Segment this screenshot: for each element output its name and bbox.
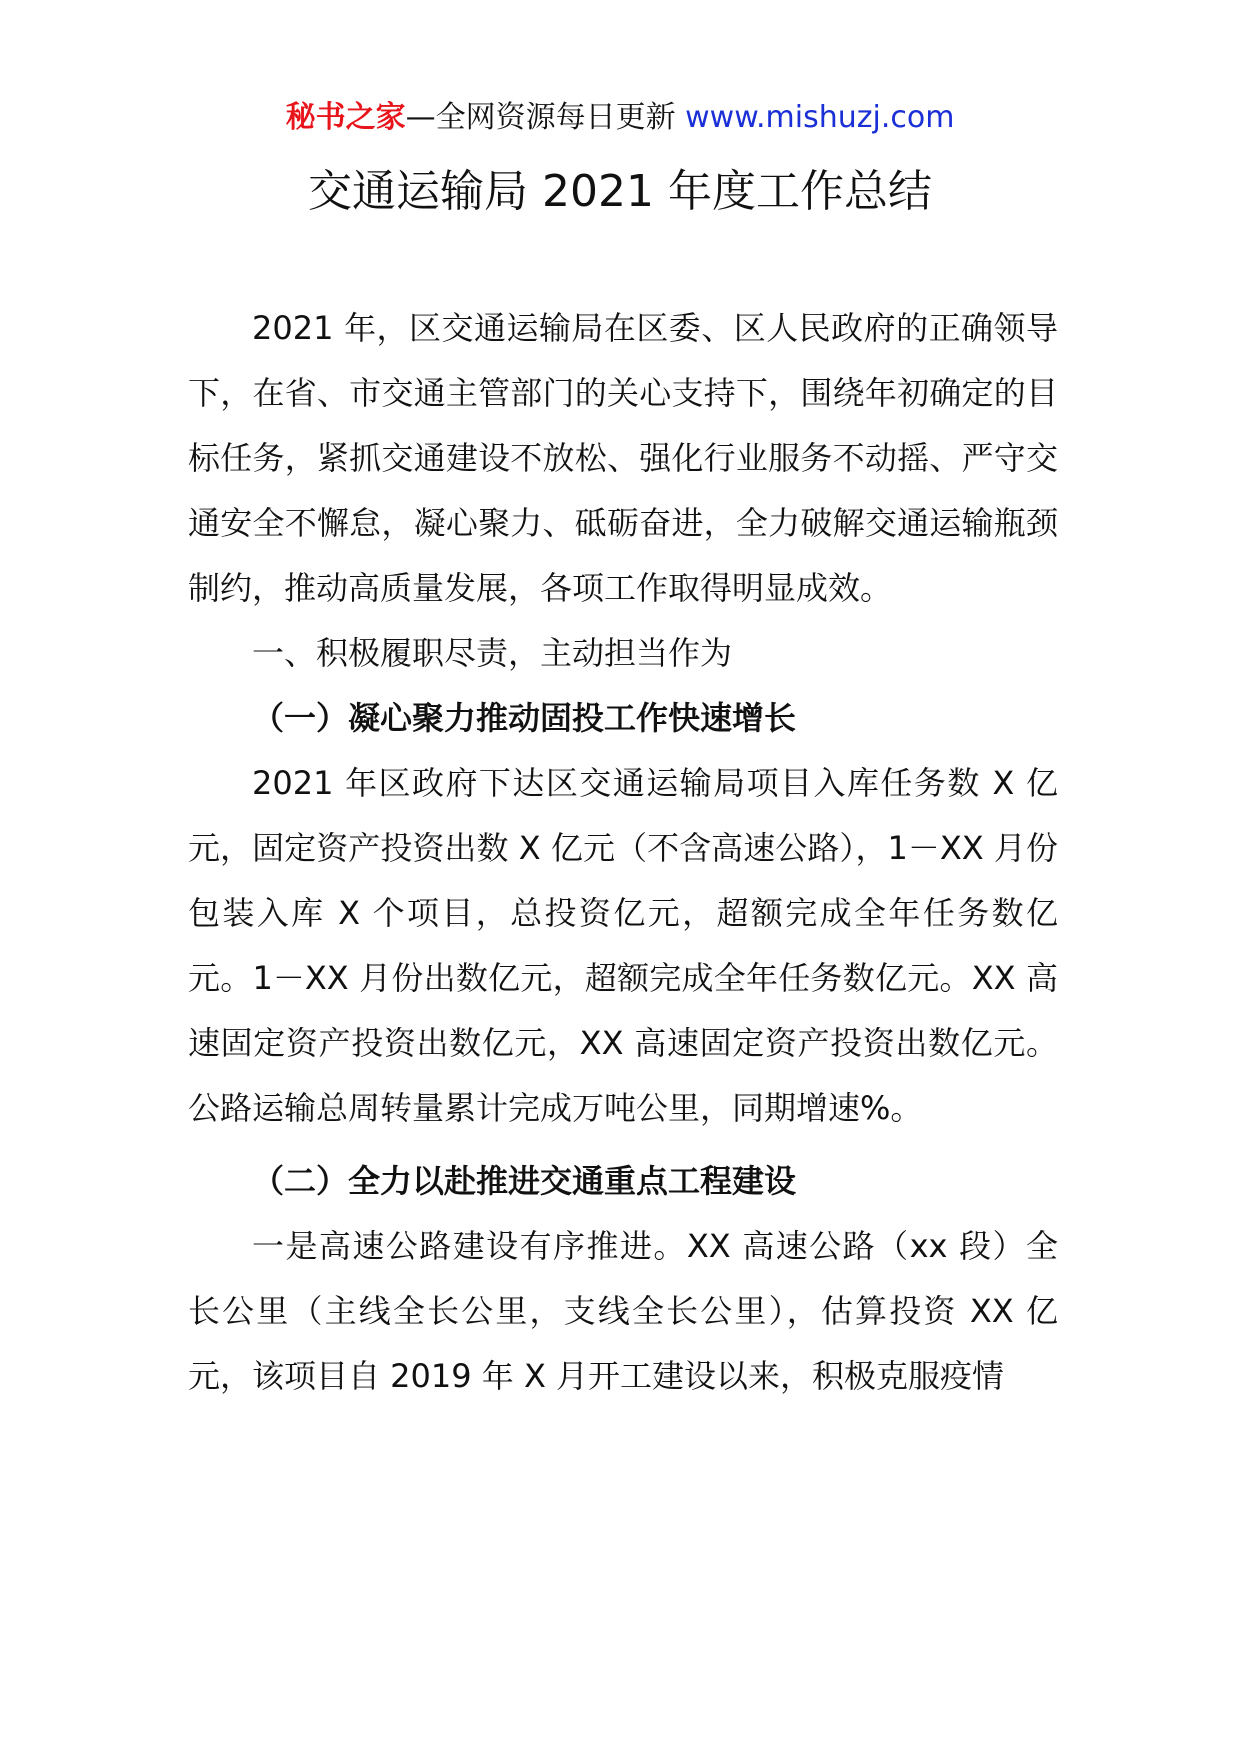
watermark-header <box>0 98 1240 138</box>
subsection-1-paragraph: 2021 年区政府下达区交通运输局项目入库任务数 X 亿元，固定资产投资出数 X 亿元（不含高速公路），1－XX 月份包装入库 X 个项目，总投资亿元，超额完成全年任务数亿元。1－XX 月份出数亿元，超额完成全年任务数亿元。XX 高速固定资产投资出数亿元，XX 高速固定资产投资出数亿元。公路运输总周转量累计完成万吨公里，同期增速%。 <box>188 764 1058 1127</box>
intro-paragraph: 2021 年，区交通运输局在区委、区人民政府的正确领导下，在省、市交通主管部门的关心支持下，围绕年初确定的目标任务，紧抓交通建设不放松、强化行业服务不动摇、严守交通安全不懈怠，凝心聚力、砥砺奋进，全力破解交通运输瓶颈制约，推动高质量发展，各项工作取得明显成效。 <box>188 309 1058 607</box>
brand-name: 秘书之家 <box>285 100 406 135</box>
subsection-heading-2: （二）全力以赴推进交通重点工程建设 <box>252 1162 797 1200</box>
subsection-2-paragraph: 一是高速公路建设有序推进。XX 高速公路（xx 段）全长公里（主线全长公里，支线全长公里），估算投资 XX 亿元，该项目自 2019 年 X 月开工建设以来，积极克服疫情 <box>188 1227 1058 1395</box>
header-tagline: —全网资源每日更新 <box>405 100 676 135</box>
subsection-heading-1: （一）凝心聚力推动固投工作快速增长 <box>252 699 797 737</box>
document-body <box>188 296 1058 1409</box>
website-link[interactable]: www.mishuzj.com <box>685 100 955 135</box>
section-heading-1: 一、积极履职尽责，主动担当作为 <box>252 634 733 672</box>
document-title: 交通运输局 2021 年度工作总结 <box>308 166 932 217</box>
